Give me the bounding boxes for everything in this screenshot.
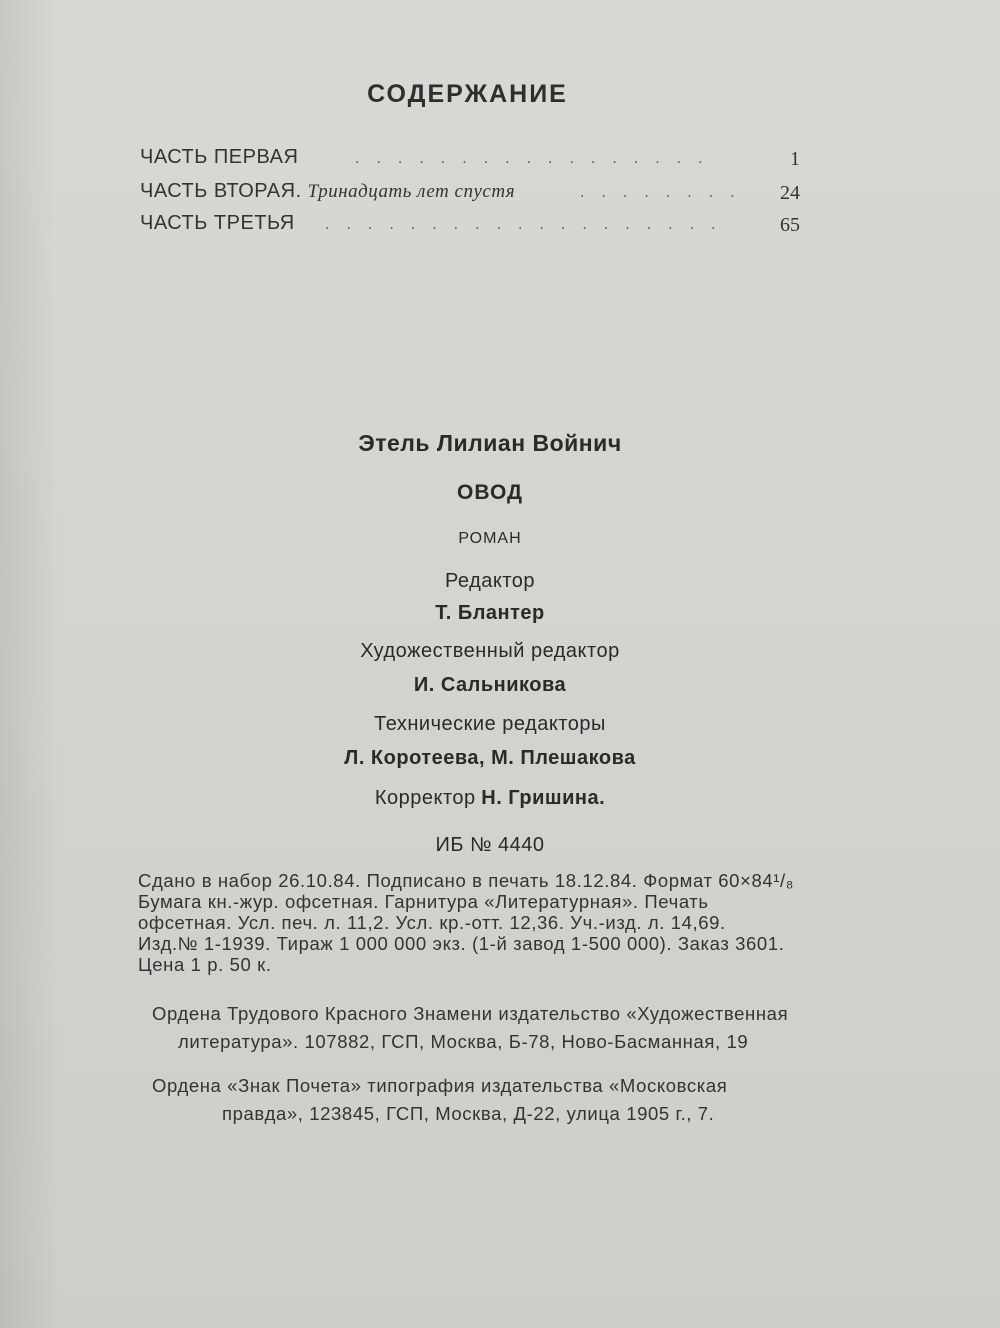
proofreader-role: Корректор: [374, 787, 476, 809]
toc-title: СОДЕРЖАНИЕ: [367, 80, 568, 108]
tech-editors-names: Л. Коротеева, М. Плешакова: [344, 747, 636, 769]
toc-page-number: 1: [790, 148, 800, 170]
toc-leader-dots: ........: [580, 184, 752, 201]
toc-leader-dots: ...................: [325, 216, 733, 233]
proofreader-line: [0, 787, 980, 810]
publisher-block: [152, 1000, 842, 1056]
toc-part: ЧАСТЬ ПЕРВАЯ: [140, 146, 299, 168]
toc-entry: [140, 212, 800, 240]
imprint-line: Сдано в набор 26.10.84. Подписано в печать 18.12.84. Формат 60×84¹/₈: [138, 870, 794, 891]
art-editor-role: Художественный редактор: [360, 640, 620, 662]
page-shadow: [0, 0, 60, 1328]
imprint-line: офсетная. Усл. печ. л. 11,2. Усл. кр.-отт. 12,36. Уч.-изд. л. 14,69.: [138, 912, 726, 933]
printer-block: [152, 1072, 842, 1128]
printer-line: правда», 123845, ГСП, Москва, Д-22, улица 1905 г., 7.: [222, 1103, 715, 1124]
publisher-line: литература». 107882, ГСП, Москва, Б-78, Ново-Басманная, 19: [178, 1031, 749, 1052]
toc-entry: [140, 146, 800, 174]
toc-page-number: 65: [780, 214, 800, 236]
editor-name: Т. Блантер: [435, 602, 545, 624]
imprint-line: Изд.№ 1-1939. Тираж 1 000 000 экз. (1-й завод 1-500 000). Заказ 3601.: [138, 933, 785, 954]
toc-leader-dots: .................: [355, 150, 720, 167]
toc-part: ЧАСТЬ ВТОРАЯ. Тринадцать лет спустя: [140, 180, 516, 202]
imprint-block: [138, 870, 850, 975]
publisher-line: Ордена Трудового Красного Знамени издательство «Художественная: [152, 1003, 789, 1024]
tech-editors-role: Технические редакторы: [374, 713, 606, 735]
toc-entry: [140, 180, 800, 208]
book-genre: РОМАН: [458, 530, 522, 547]
imprint-line: Цена 1 р. 50 к.: [138, 954, 272, 975]
toc-page-number: 24: [780, 182, 800, 204]
art-editor-name: И. Сальникова: [413, 674, 567, 696]
toc-subtitle: Тринадцать лет спустя: [307, 181, 516, 202]
ib-number: ИБ № 4440: [435, 834, 545, 856]
imprint-line: Бумага кн.-жур. офсетная. Гарнитура «Литературная». Печать: [138, 891, 709, 912]
printer-line: Ордена «Знак Почета» типография издательства «Московская: [152, 1075, 728, 1096]
editor-role: Редактор: [444, 570, 536, 592]
toc-part: ЧАСТЬ ТРЕТЬЯ: [140, 212, 295, 234]
book-title: ОВОД: [457, 481, 523, 504]
proofreader-name: Н. Гришина.: [481, 787, 606, 809]
book-author: Этель Лилиан Войнич: [358, 430, 622, 456]
